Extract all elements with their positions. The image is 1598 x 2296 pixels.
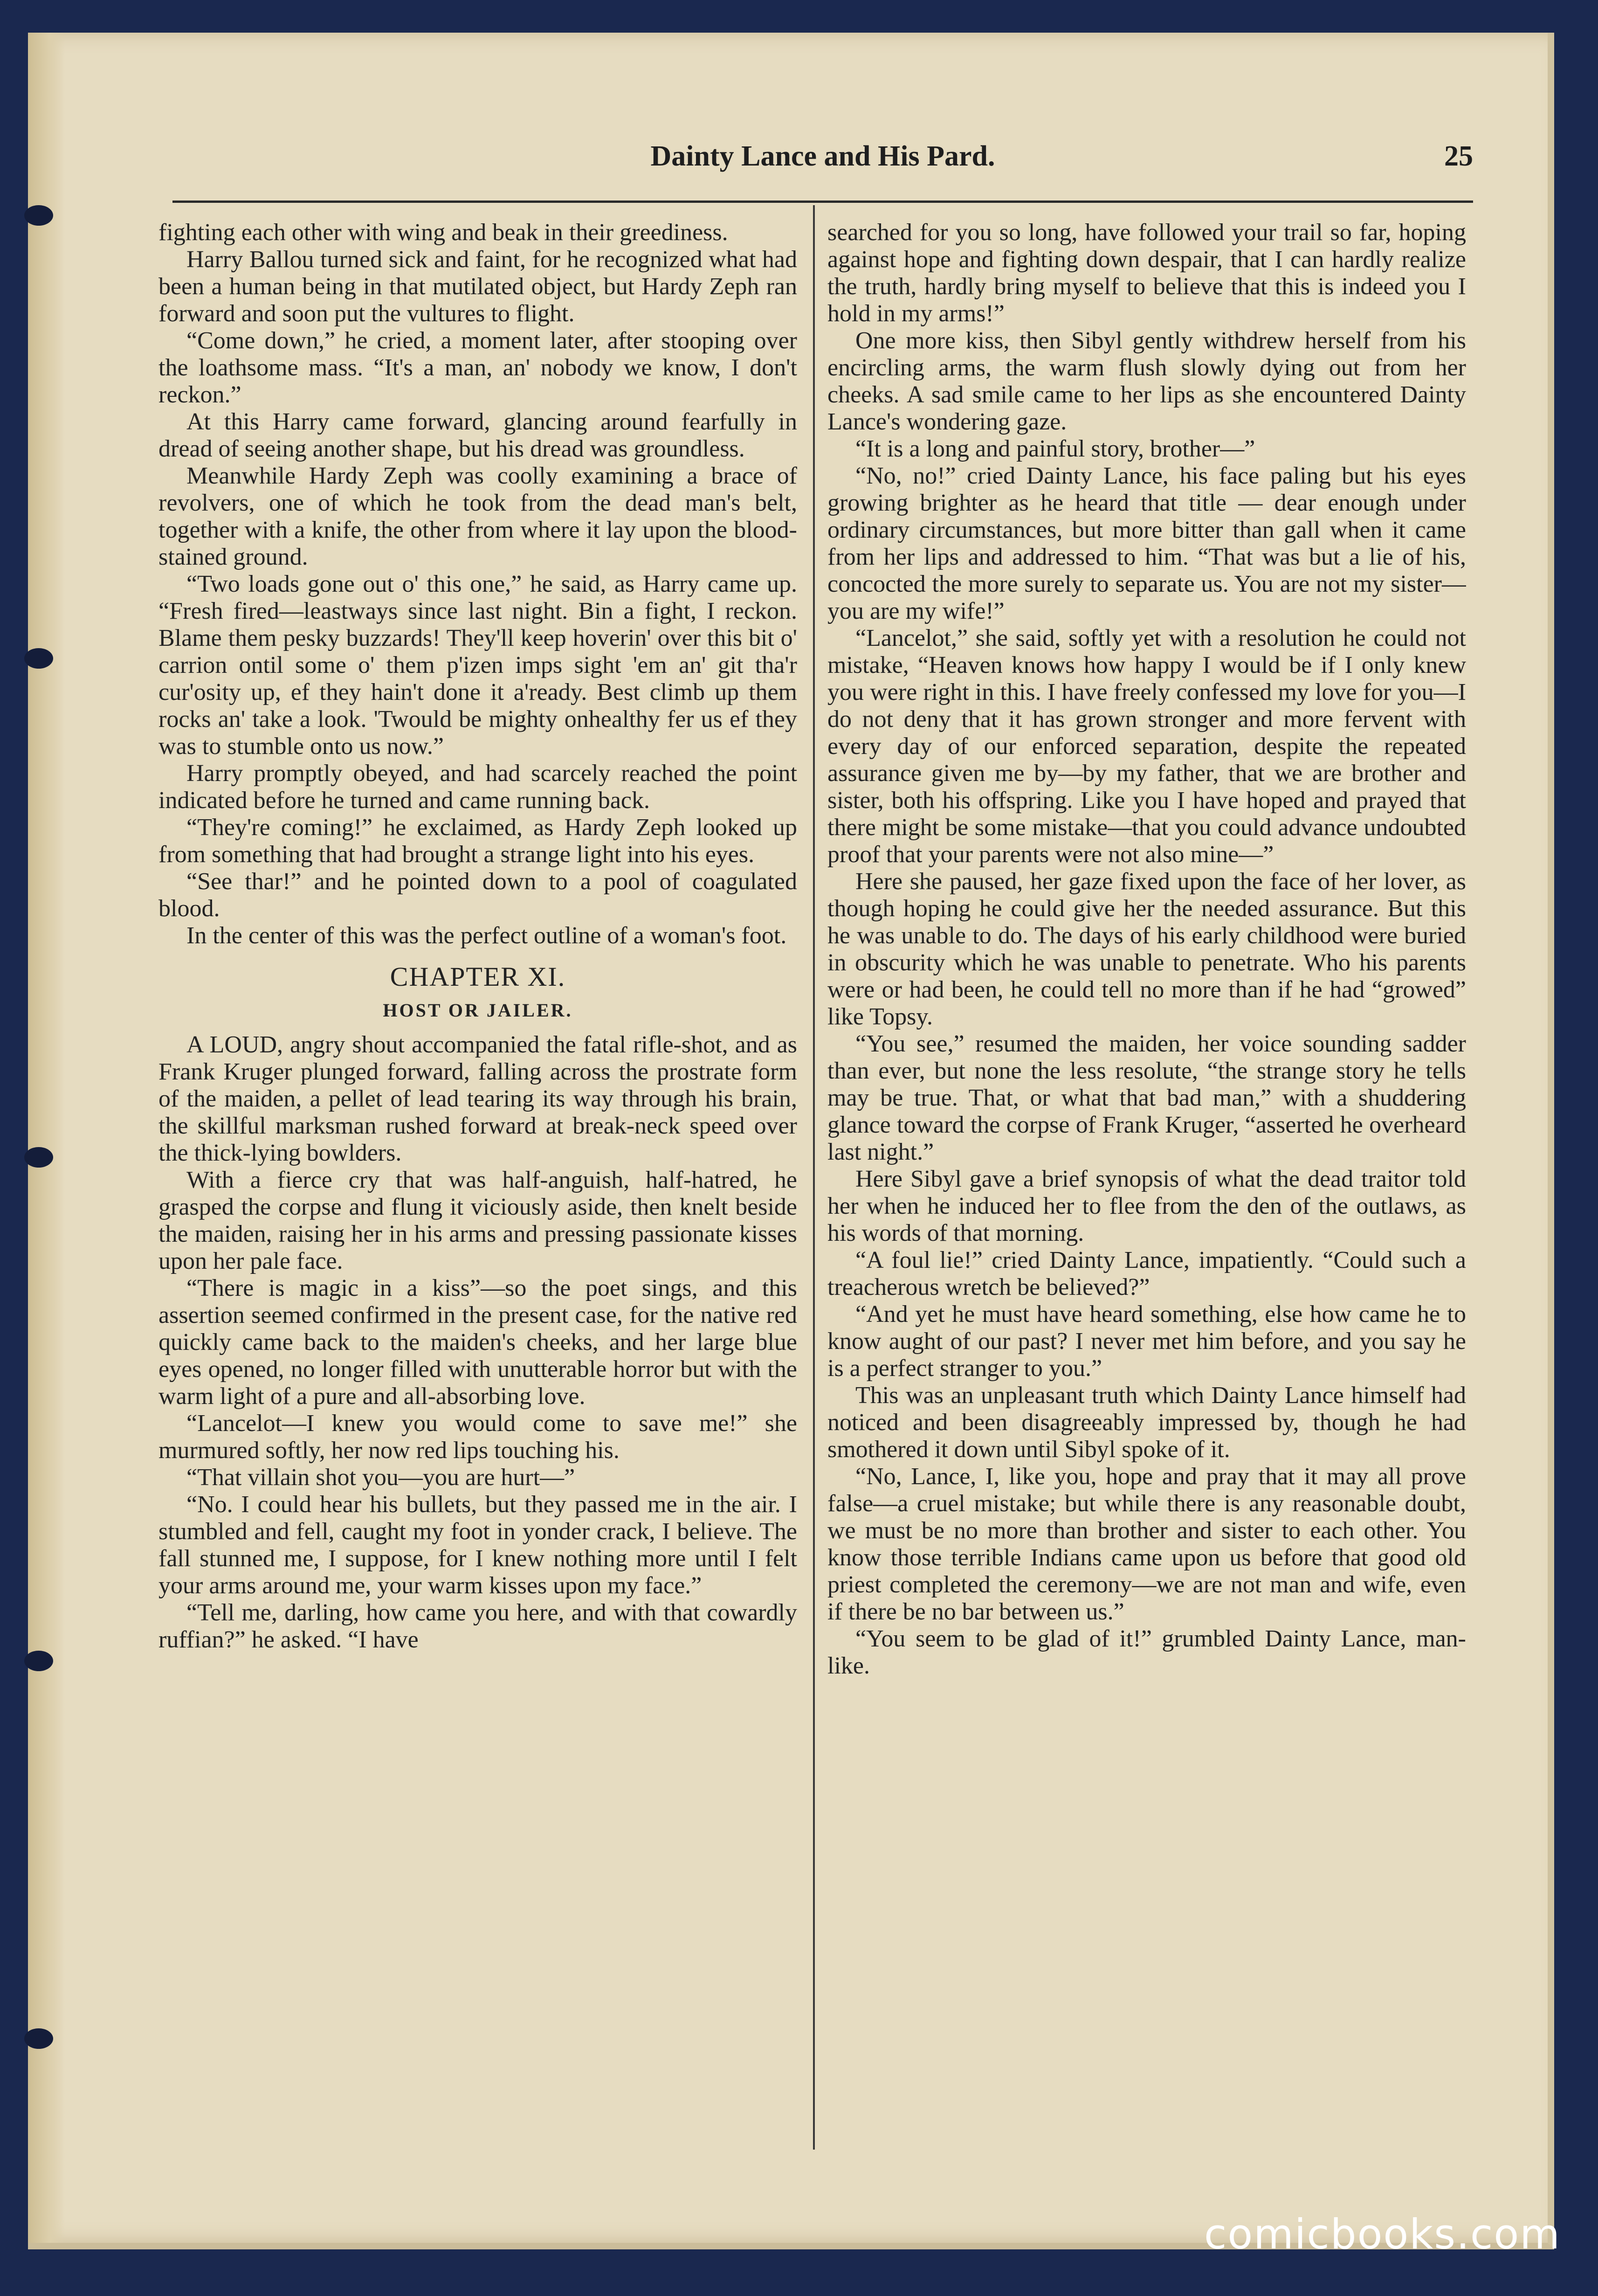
paragraph: “That villain shot you—you are hurt—” [186, 1464, 575, 1491]
paragraph: Harry Ballou turned sick and faint, for he recognized what had been a human being in that mutilated object, but Hardy Zeph ran forward and soon put the vultures to flight. [158, 246, 797, 327]
header-rule [172, 201, 1473, 203]
paragraph: One more kiss, then Sibyl gently withdrew herself from his encircling arms, the warm flush slowly dying out from her cheeks. A sad smile came to her lips as she encountered Dainty Lance's wondering gaze. [827, 327, 1466, 435]
binding-gutter [28, 33, 65, 2243]
running-header [172, 140, 1473, 191]
binding-hole [24, 1147, 53, 1168]
paragraph: “No, Lance, I, like you, hope and pray that it may all prove false—a cruel mistake; but while there is any reasonable doubt, we must be no more than brother and sister to each other. You know those terrible Indians came upon us before that good old priest completed the ceremony—we are not man and wife, even if there be no bar between us.” [827, 1463, 1466, 1625]
chapter-subtitle: HOST OR JAILER. [383, 1000, 573, 1021]
paragraph: “Tell me, darling, how came you here, and with that cowardly ruffian?” he asked. “I have [158, 1599, 797, 1653]
paragraph: “You seem to be glad of it!” grumbled Dainty Lance, man-like. [827, 1625, 1466, 1679]
paragraph: “Lancelot—I knew you would come to save me!” she murmured softly, her now red lips touching his. [158, 1410, 797, 1464]
paragraph: “There is magic in a kiss”—so the poet sings, and this assertion seemed confirmed in the present case, for the native red quickly came back to the maiden's cheeks, and her large blue eyes opened, no longer filled with unutterable horror but with the warm light of a pure and all-absorbing love. [158, 1275, 797, 1410]
paragraph: “You see,” resumed the maiden, her voice sounding sadder than ever, but none the less resolute, “the strange story he tells may be true. That, or what that bad man,” with a shuddering glance toward the corpse of Frank Kruger, “asserted he overheard last night.” [827, 1030, 1466, 1165]
paragraph: “A foul lie!” cried Dainty Lance, impatiently. “Could such a treacherous wretch be believed?” [827, 1247, 1466, 1300]
paragraph: A LOUD, angry shout accompanied the fatal rifle-shot, and as Frank Kruger plunged forward, falling across the prostrate form of the maiden, a pellet of lead tearing its way through his brain, the skillful marksman rushed forward at break-neck speed over the thick-lying bowlders. [158, 1031, 797, 1166]
paragraph: “Two loads gone out o' this one,” he said, as Harry came up. “Fresh fired—leastways since last night. Bin a fight, I reckon. Blame them pesky buzzards! They'll keep hoverin' over this bit o' carrion ontil some o' them p'izen imps sight 'em an' git tha'r cur'osity up, ef they hain't done it a'ready. Best climb up them rocks an' take a look. 'Twould be mighty onhealthy fer us ef they was to stumble onto us now.” [158, 571, 797, 760]
binding-hole [24, 648, 53, 669]
column-divider [813, 205, 815, 2150]
paragraph: Harry promptly obeyed, and had scarcely reached the point indicated before he turned and came running back. [158, 760, 797, 814]
paragraph: “Lancelot,” she said, softly yet with a resolution he could not mistake, “Heaven knows how happy I would be if I only knew you were right in this. I have freely confessed my love for you—I do not deny that it has grown stronger and more fervent with every day of our enforced separation, despite the repeated assurance given me by—by my father, that we are brother and sister, both his offspring. Like you I have hoped and prayed that there might be some mistake—that you could advance undoubted proof that your parents were not also mine—” [827, 625, 1466, 868]
paragraph: This was an unpleasant truth which Dainty Lance himself had noticed and been disagreeably impressed by, though he had smothered it down until Sibyl spoke of it. [827, 1382, 1466, 1463]
binding-hole [24, 1651, 53, 1671]
site-watermark: comicbooks.com [1204, 2210, 1561, 2258]
paragraph: At this Harry came forward, glancing around fearfully in dread of seeing another shape, but his dread was groundless. [158, 408, 797, 462]
paragraph: With a fierce cry that was half-anguish, half-hatred, he grasped the corpse and flung it viciously aside, then knelt beside the maiden, raising her in his arms and pressing passionate kisses upon her pale face. [158, 1167, 797, 1274]
paragraph: “No, no!” cried Dainty Lance, his face paling but his eyes growing brighter as he heard that title — dear enough under ordinary circumstances, but more bitter than gall when it came from her lips and addressed to him. “That was but a lie of his, concocted the more surely to separate us. You are not my sister—you are my wife!” [827, 463, 1466, 624]
paragraph: “And yet he must have heard something, else how came he to know aught of our past? I never met him before, and you say he is a perfect stranger to you.” [827, 1301, 1466, 1382]
paragraph: “No. I could hear his bullets, but they passed me in the air. I stumbled and fell, caught my foot in yonder crack, I believe. The fall stunned me, I suppose, for I knew nothing more until I felt your arms around me, your warm kisses upon my face.” [158, 1491, 797, 1599]
paragraph: In the center of this was the perfect outline of a woman's foot. [186, 922, 787, 949]
paragraph: “It is a long and painful story, brother—” [855, 436, 1255, 462]
binding-hole [24, 2028, 53, 2049]
chapter-title: CHAPTER XI. [390, 961, 566, 992]
paragraph: Meanwhile Hardy Zeph was coolly examining a brace of revolvers, one of which he took from the dead man's belt, together with a knife, the other from where it lay upon the blood-stained ground. [158, 463, 797, 570]
page-number: 25 [1444, 140, 1473, 172]
paragraph: searched for you so long, have followed your trail so far, hoping against hope and fighting down despair, that I can hardly realize the truth, hardly bring myself to believe that this is indeed you I hold in my arms!” [827, 219, 1466, 327]
left-column [158, 219, 797, 2159]
right-column [827, 219, 1466, 2159]
paragraph: Here Sibyl gave a brief synopsis of what the dead traitor told her when he induced her to flee from the den of the outlaws, as his words of that morning. [827, 1166, 1466, 1246]
binding-hole [24, 205, 53, 226]
paragraph: Here she paused, her gaze fixed upon the face of her lover, as though hoping he could give her the needed assurance. But this he was unable to do. The days of his early childhood were buried in obscurity which he was unable to penetrate. Who his parents were or had been, he could tell no more than if he had “growed” like Topsy. [827, 868, 1466, 1030]
paragraph: “Come down,” he cried, a moment later, after stooping over the loathsome mass. “It's a man, an' nobody we know, I don't reckon.” [158, 327, 797, 408]
paragraph: “They're coming!” he exclaimed, as Hardy Zeph looked up from something that had brought a strange light into his eyes. [158, 814, 797, 868]
paragraph: fighting each other with wing and beak in their greediness. [158, 219, 728, 246]
paragraph: “See thar!” and he pointed down to a pool of coagulated blood. [158, 868, 797, 922]
header-title: Dainty Lance and His Pard. [650, 140, 995, 172]
